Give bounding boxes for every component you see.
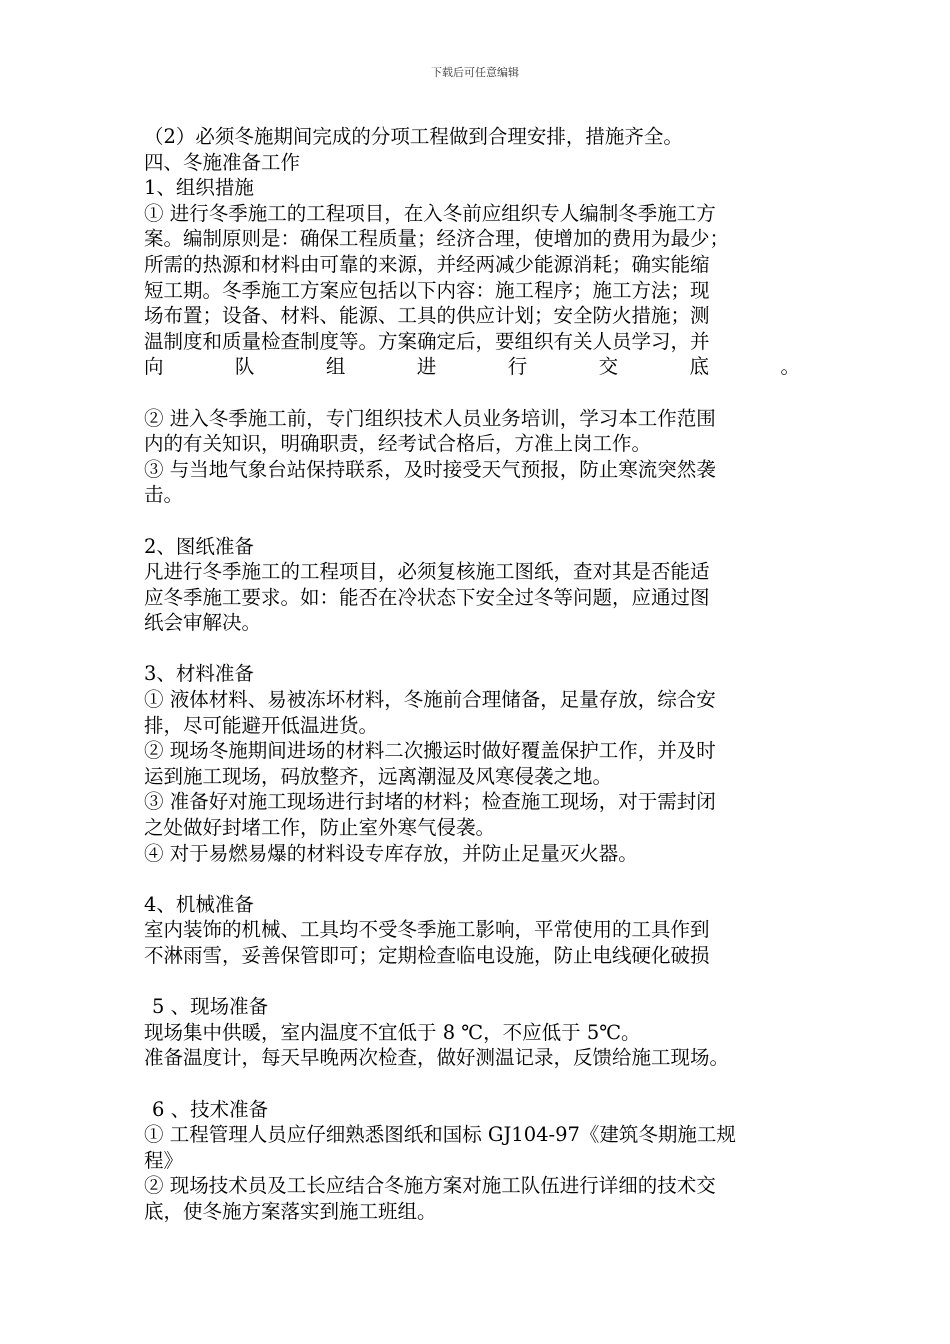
blank-line xyxy=(144,866,810,892)
text-line: ① 进行冬季施工的工程项目，在入冬前应组织专人编制冬季施工方 xyxy=(144,201,716,225)
text-line: 四、冬施准备工作 xyxy=(144,150,301,174)
text-line: 所需的热源和材料由可靠的来源，并经两减少能源消耗；确实能缩 xyxy=(144,252,710,276)
justified-char: 。 xyxy=(780,355,800,379)
justified-char: 底 xyxy=(689,355,710,379)
text-line: 击。 xyxy=(144,483,184,507)
justified-char: 交 xyxy=(598,355,619,379)
justified-char: 向 xyxy=(144,355,164,379)
text-line: 之处做好封堵工作，防止室外寒气侵袭。 xyxy=(144,816,496,840)
text-line: 程》 xyxy=(144,1148,184,1172)
text-line: 案。编制原则是：确保工程质量；经济合理，使增加的费用为最少； xyxy=(144,227,730,251)
text-line: 室内装饰的机械、工具均不受冬季施工影响，平常使用的工具作到 xyxy=(144,918,710,942)
text-line: ④ 对于易燃易爆的材料设专库存放，并防止足量灭火器。 xyxy=(144,841,638,865)
text-line: 底，使冬施方案落实到施工班组。 xyxy=(144,1199,437,1223)
text-line: 运到施工现场，码放整齐，远离潮湿及风寒侵袭之地。 xyxy=(144,764,613,788)
justified-char: 进 xyxy=(416,355,437,379)
justified-char: 行 xyxy=(507,355,528,379)
blank-line xyxy=(144,636,810,662)
text-line: 温制度和质量检查制度等。方案确定后，要组织有关人员学习，并 xyxy=(144,329,710,353)
text-line: 现场集中供暖，室内温度不宜低于 8 ℃，不应低于 5℃。 xyxy=(144,1020,641,1044)
text-line: ③ 准备好对施工现场进行封堵的材料；检查施工现场，对于需封闭 xyxy=(144,790,716,814)
text-line: （2）必须冬施期间完成的分项工程做到合理安排，措施齐全。 xyxy=(144,125,683,148)
justified-line xyxy=(144,354,800,380)
blank-line xyxy=(144,969,810,995)
text-line: 应冬季施工要求。如：能否在冷状态下安全过冬等问题，应通过图 xyxy=(144,585,710,609)
text-line: 准备温度计，每天早晚两次检查，做好测温记录，反馈给施工现场。 xyxy=(144,1046,730,1070)
blank-line xyxy=(144,508,810,534)
text-line: 2、图纸准备 xyxy=(144,534,254,558)
text-line: ③ 与当地气象台站保持联系，及时接受天气预报，防止寒流突然袭 xyxy=(144,457,716,481)
blank-line xyxy=(144,380,810,406)
page-header: 下载后可任意编辑 xyxy=(431,66,519,79)
justified-char: 组 xyxy=(325,355,346,379)
text-line: ① 工程管理人员应仔细熟悉图纸和国标 GJ104-97《建筑冬期施工规 xyxy=(144,1123,736,1147)
text-line: 4、机械准备 xyxy=(144,892,254,916)
text-line: ② 进入冬季施工前，专门组织技术人员业务培训，学习本工作范围 xyxy=(144,406,716,430)
text-line: 排，尽可能避开低温进货。 xyxy=(144,713,379,737)
text-line: ② 现场冬施期间进场的材料二次搬运时做好覆盖保护工作，并及时 xyxy=(144,739,716,763)
text-line: 6 、技术准备 xyxy=(152,1097,269,1121)
blank-line xyxy=(144,1071,810,1097)
text-line: 1、组织措施 xyxy=(144,176,254,200)
text-line: 不淋雨雪，妥善保管即可；定期检查临电设施，防止电线硬化破损 xyxy=(144,944,710,967)
text-line: 3、材料准备 xyxy=(144,662,254,686)
text-line: 5 、现场准备 xyxy=(152,995,269,1019)
text-line: 场布置；设备、材料、能源、工具的供应计划；安全防火措施；测 xyxy=(144,304,710,328)
text-line: ② 现场技术员及工长应结合冬施方案对施工队伍进行详细的技术交 xyxy=(144,1174,716,1198)
text-line: 纸会审解决。 xyxy=(144,611,262,635)
text-line: ① 液体材料、易被冻坏材料，冬施前合理储备，足量存放，综合安 xyxy=(144,688,716,712)
text-line: 内的有关知识，明确职责，经考试合格后，方准上岗工作。 xyxy=(144,432,652,456)
justified-char: 队 xyxy=(234,355,255,379)
text-line: 短工期。冬季施工方案应包括以下内容：施工程序；施工方法；现 xyxy=(144,278,710,302)
document-body xyxy=(144,124,810,1225)
text-line: 凡进行冬季施工的工程项目，必须复核施工图纸，查对其是否能适 xyxy=(144,560,710,584)
